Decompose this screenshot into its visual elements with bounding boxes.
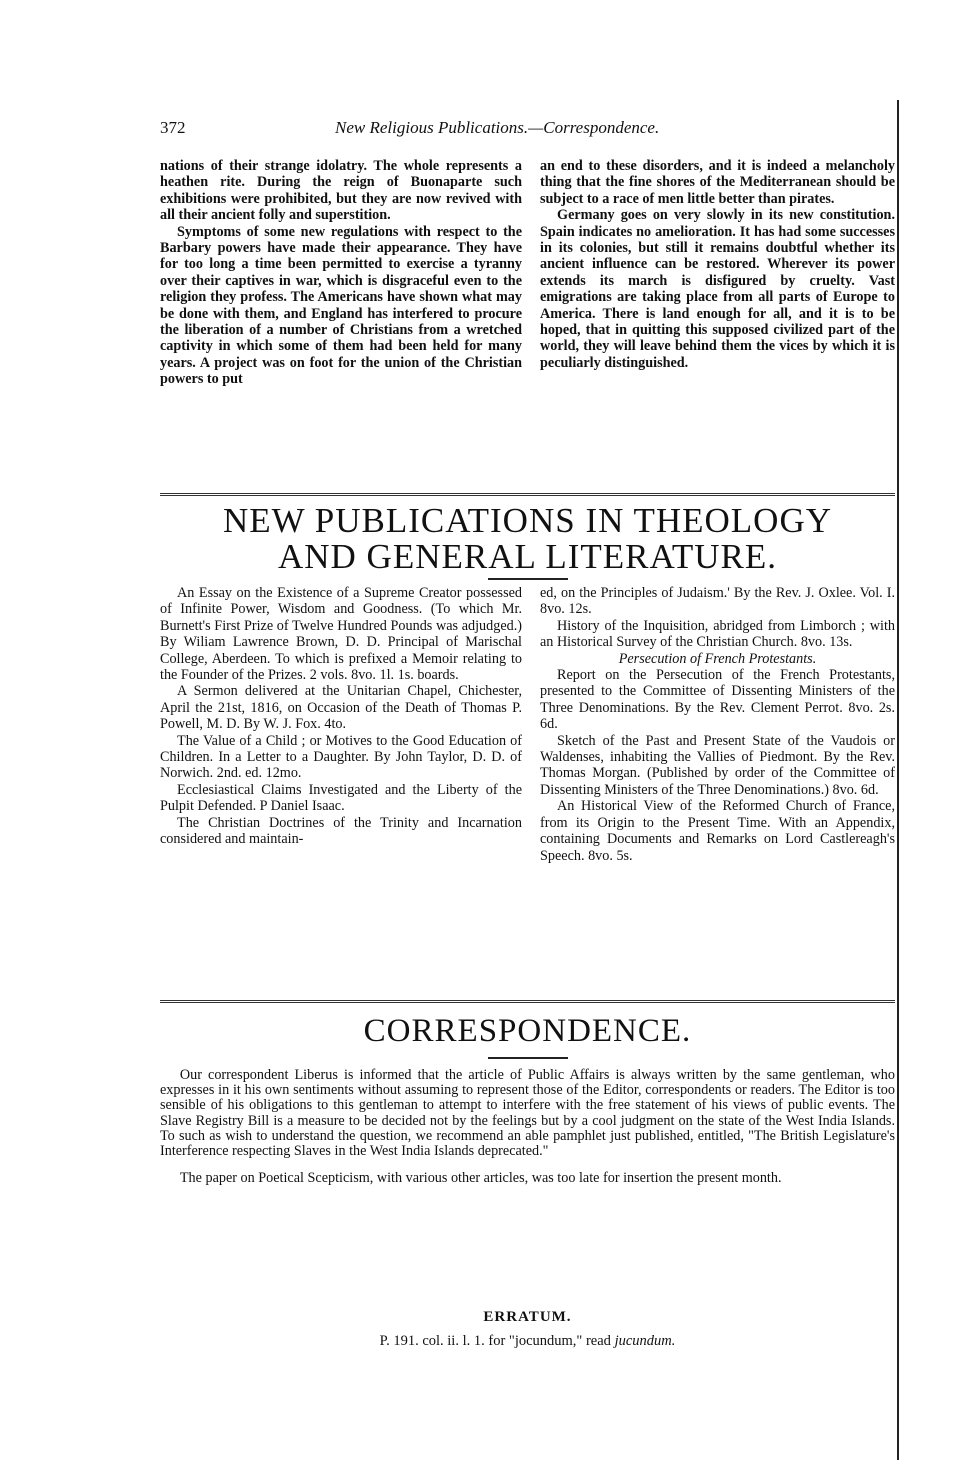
paragraph: an end to these disorders, and it is indeed a melancholy thing that the fine shores of the Mediterranean should be subject to a race of men little better than pirates. bbox=[540, 158, 895, 207]
erratum-heading: ERRATUM. bbox=[483, 1309, 572, 1325]
correspondence-heading: CORRESPONDENCE. bbox=[363, 1013, 692, 1049]
correspondence-body bbox=[160, 1068, 895, 1198]
publications-heading bbox=[160, 503, 895, 575]
publication-entry: Sketch of the Past and Present State of the Vaudois or Waldenses, inhabiting the Vallies of Piedmont. By the Rev. Thomas Morgan. (Published by order of the Committee of Dissenting Ministers of the Three Denominations.) 8vo. 6d. bbox=[540, 732, 895, 798]
publications-subheading: Persecution of French Protestants. bbox=[618, 650, 817, 667]
top-left-column bbox=[160, 158, 522, 388]
heading-underline bbox=[488, 1057, 568, 1059]
correspondence-paragraph: Our correspondent Liberus is informed that the article of Public Affairs is always written by the same gentleman, who expresses in it his own sentiments without assuming to represent those of the Editor, correspondents or readers. The Editor is too sensible of his obligations to this gentleman to attempt to interfere with the free statement of his views of public events. The Slave Registry Bill is a measure to be decided not by the feelings but by a cool judgment on the state of the West India Islands. To such as wish to understand the question, we recommend an able pamphlet just published, entitled, "The British Legislature's Interference respecting Slaves in the West India Islands deprecated." bbox=[160, 1067, 895, 1160]
paragraph: Symptoms of some new regulations with respect to the Barbary powers have made their appearance. They have for too long a time been permitted to exercise a tyranny over their captives in war, which is disgraceful even to the religion they profess. The Americans have shown what may be done with them, and England has interfered to procure the liberation of a number of Christians from a wretched captivity in which some of them had been held for many years. A project was on foot for the union of the Christian powers to put bbox=[160, 223, 522, 388]
top-right-column bbox=[540, 158, 895, 371]
page-edge-rule bbox=[897, 100, 899, 1460]
paragraph: nations of their strange idolatry. The whole represents a heathen rite. During the reign of Buonaparte such exhibitions were prohibited, but they are now revived with all their ancient folly and superstition. bbox=[160, 158, 522, 224]
publication-entry: Report on the Persecution of the French Protestants, presented to the Committee of Dissenting Ministers of the Three Denominations. By the Rev. Clement Perrot. 8vo. 2s. 6d. bbox=[540, 667, 895, 733]
paragraph: Germany goes on very slowly in its new constitution. Spain indicates no amelioration. It has had some successes in its colonies, but still it remains doubtful whether its ancient influence can be restored. Wherever its power extends its march is disfigured by cruelty. Vast emigrations are taking place from all parts of Europe to America. There is land enough for all, and it is to be hoped, that in quitting this supposed civilized part of the world, they will leave behind them the vices by which it is peculiarly distinguished. bbox=[540, 207, 895, 371]
publications-heading-line1: NEW PUBLICATIONS IN THEOLOGY bbox=[222, 501, 833, 540]
publications-heading-line2: AND GENERAL LITERATURE. bbox=[277, 537, 777, 576]
publication-entry: History of the Inquisition, abridged from Limborch ; with an Historical Survey of the Christian Church. 8vo. 13s. bbox=[540, 617, 895, 651]
publication-entry: An Historical View of the Reformed Church of France, from its Origin to the Present Time. With an Appendix, containing Documents and Remarks on Lord Castlereagh's Speech. 8vo. 5s. bbox=[540, 798, 895, 864]
publication-entry: The Christian Doctrines of the Trinity and Incarnation considered and maintain- bbox=[160, 814, 522, 848]
publication-entry: Ecclesiastical Claims Investigated and the Liberty of the Pulpit Defended. P Daniel Isaac. bbox=[160, 781, 522, 815]
erratum-text bbox=[160, 1333, 895, 1350]
page-number: 372 bbox=[160, 118, 186, 137]
publication-entry: ed, on the Principles of Judaism.' By the Rev. J. Oxlee. Vol. I. 8vo. 12s. bbox=[540, 585, 895, 618]
correspondence-paragraph: The paper on Poetical Scepticism, with various other articles, was too late for insertion the present month. bbox=[179, 1170, 782, 1187]
running-title: New Religious Publications.—Correspondence. bbox=[335, 118, 660, 137]
heading-underline bbox=[488, 578, 568, 580]
section-divider bbox=[160, 1000, 895, 1003]
publications-right-column bbox=[540, 585, 895, 864]
publication-entry: A Sermon delivered at the Unitarian Chapel, Chichester, April the 21st, 1816, on Occasion of the Death of Thomas P. Powell, M. D. By W. J. Fox. 4to. bbox=[160, 683, 522, 733]
publication-entry: The Value of a Child ; or Motives to the Good Education of Children. In a Letter to a Daughter. By John Taylor, D. D. of Norwich. 2nd. ed. 12mo. bbox=[160, 732, 522, 782]
running-head bbox=[160, 118, 895, 144]
section-divider bbox=[160, 493, 895, 496]
erratum-correction: P. 191. col. ii. l. 1. for "jocundum," read bbox=[379, 1333, 611, 1349]
erratum-corrected-word: jucundum. bbox=[614, 1333, 676, 1349]
publication-entry: An Essay on the Existence of a Supreme Creator possessed of Infinite Power, Wisdom and Goodness. (To which Mr. Burnett's First Prize of Twelve Hundred Pounds was adjudged.) By Wiliam Lawrence Brown, D. D. Principal of Marischal College, Aberdeen. To which is prefixed a Memoir relating to the Founder of the Prizes. 2 vols. 8vo. 1l. 1s. boards. bbox=[160, 585, 522, 684]
publications-left-column bbox=[160, 585, 522, 848]
